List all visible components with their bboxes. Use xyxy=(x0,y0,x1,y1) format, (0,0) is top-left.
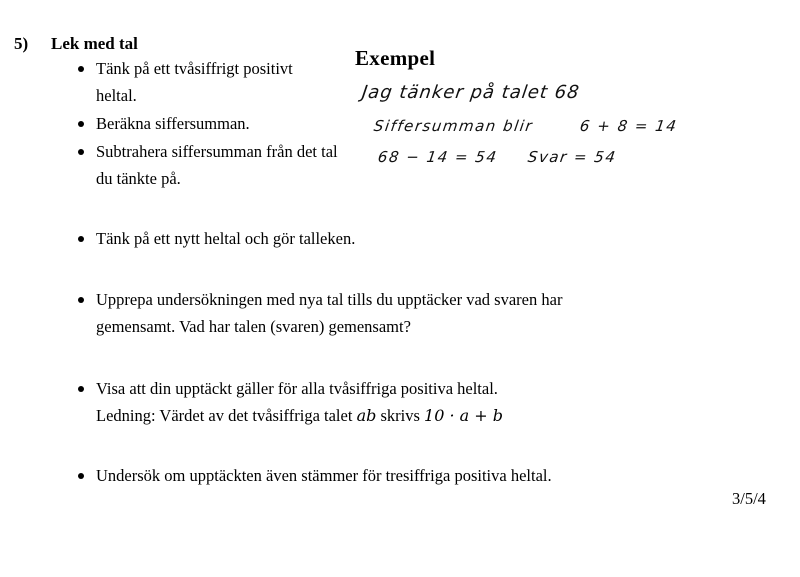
problem-number: 5) xyxy=(14,34,29,53)
hint-formula: 10 · a + b xyxy=(424,406,503,425)
example-title: Exempel xyxy=(355,46,436,70)
bullet-item xyxy=(76,110,336,137)
example-handwritten-line1: Jag tänker på talet 68 xyxy=(360,82,582,103)
bullet-text: Visa att din upptäckt gäller för alla tvåsiffriga positiva heltal. xyxy=(96,379,498,398)
hint-prefix: Ledning: Värdet av det tvåsiffriga talet xyxy=(96,406,353,425)
bullet-text: Undersök om upptäckten även stämmer för tresiffriga positiva heltal. xyxy=(96,466,552,485)
example-handwritten-sum: 6 + 8 = 14 xyxy=(578,117,679,135)
example-handwritten-label: Siffersumman blir xyxy=(372,117,535,135)
hint-variable: ab xyxy=(356,406,377,425)
bullet-text: Tänk på ett tvåsiffrigt positivt heltal. xyxy=(96,59,293,105)
bullet-text: Beräkna siffersumman. xyxy=(96,114,250,133)
bullet-item xyxy=(76,462,676,489)
bullet-text: Tänk på ett nytt heltal och gör talleken. xyxy=(96,229,356,248)
page-number: 3/5/4 xyxy=(732,489,766,508)
hint-line xyxy=(96,402,676,429)
bullet-text: Upprepa undersökningen med nya tal tills du upptäcker vad svaren har gemensamt. Vad har talen (svaren) gemensamt? xyxy=(96,290,563,336)
bullet-item xyxy=(76,375,676,429)
example-handwritten-subtraction: 68 − 14 = 54 xyxy=(376,148,499,166)
example-handwritten-answer: Svar = 54 xyxy=(526,148,618,166)
bullet-text: Subtrahera siffersumman från det tal du tänkte på. xyxy=(96,142,338,188)
hint-middle: skrivs xyxy=(380,406,420,425)
bullet-item xyxy=(76,225,636,252)
problem-title: Lek med tal xyxy=(51,34,138,53)
bullet-item xyxy=(76,286,636,340)
bullet-item xyxy=(76,55,336,109)
bullet-item xyxy=(76,138,346,192)
